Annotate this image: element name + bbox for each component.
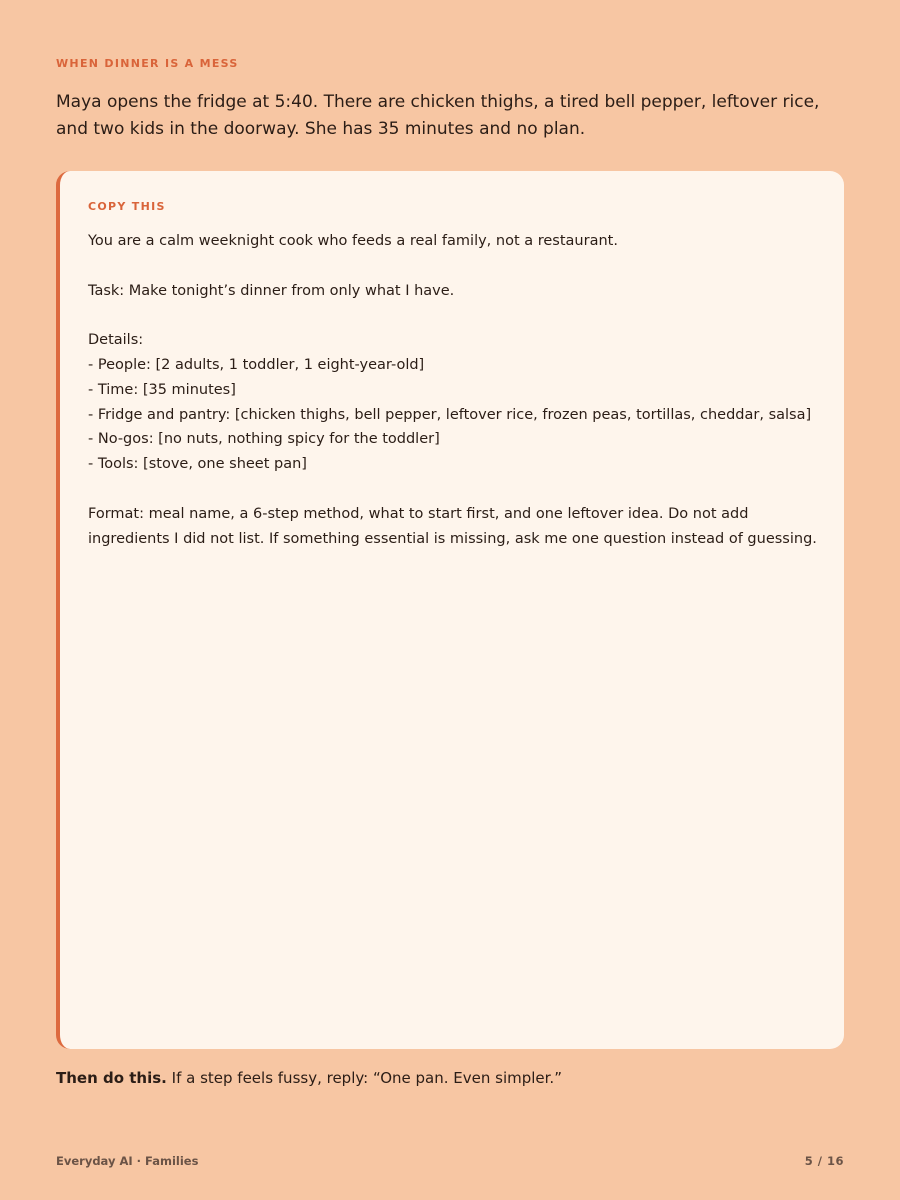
page-number: 5 / 16 [804, 1154, 844, 1168]
outro-paragraph [56, 1066, 562, 1090]
prompt-text[interactable] [88, 229, 828, 551]
prompt-line: Details: [88, 332, 144, 349]
prompt-line [88, 477, 828, 502]
prompt-line: Format: meal name, a 6-step method, what to start first, and one leftover idea. Do not add ingredients I did not list. If something essential is missing, ask me one question instead of guessing. [88, 505, 817, 547]
prompt-line: Task: Make tonight’s dinner from only what I have. [88, 282, 455, 299]
prompt-line: - No-gos: [no nuts, nothing spicy for the toddler] [88, 431, 440, 448]
outro-text: If a step feels fussy, reply: “One pan. Even simpler.” [166, 1069, 562, 1087]
prompt-line: - Fridge and pantry: [chicken thighs, bell pepper, leftover rice, frozen peas, tortillas, cheddar, salsa] [88, 406, 812, 423]
prompt-line [88, 254, 828, 279]
prompt-line [88, 303, 828, 328]
outro-lead: Then do this. [56, 1069, 167, 1087]
prompt-card [56, 171, 844, 1049]
prompt-line: - Time: [35 minutes] [88, 381, 236, 398]
footer-title: Everyday AI · Families [56, 1154, 199, 1168]
prompt-line: - Tools: [stove, one sheet pan] [88, 456, 307, 473]
prompt-line: - People: [2 adults, 1 toddler, 1 eight-year-old] [88, 356, 425, 373]
section-eyebrow: WHEN DINNER IS A MESS [56, 57, 239, 70]
card-label: COPY THIS [88, 200, 166, 213]
prompt-line: You are a calm weeknight cook who feeds a real family, not a restaurant. [88, 233, 618, 249]
intro-paragraph: Maya opens the fridge at 5:40. There are chicken thighs, a tired bell pepper, leftover rice, and two kids in the doorway. She has 35 minutes and no plan. [56, 92, 820, 139]
